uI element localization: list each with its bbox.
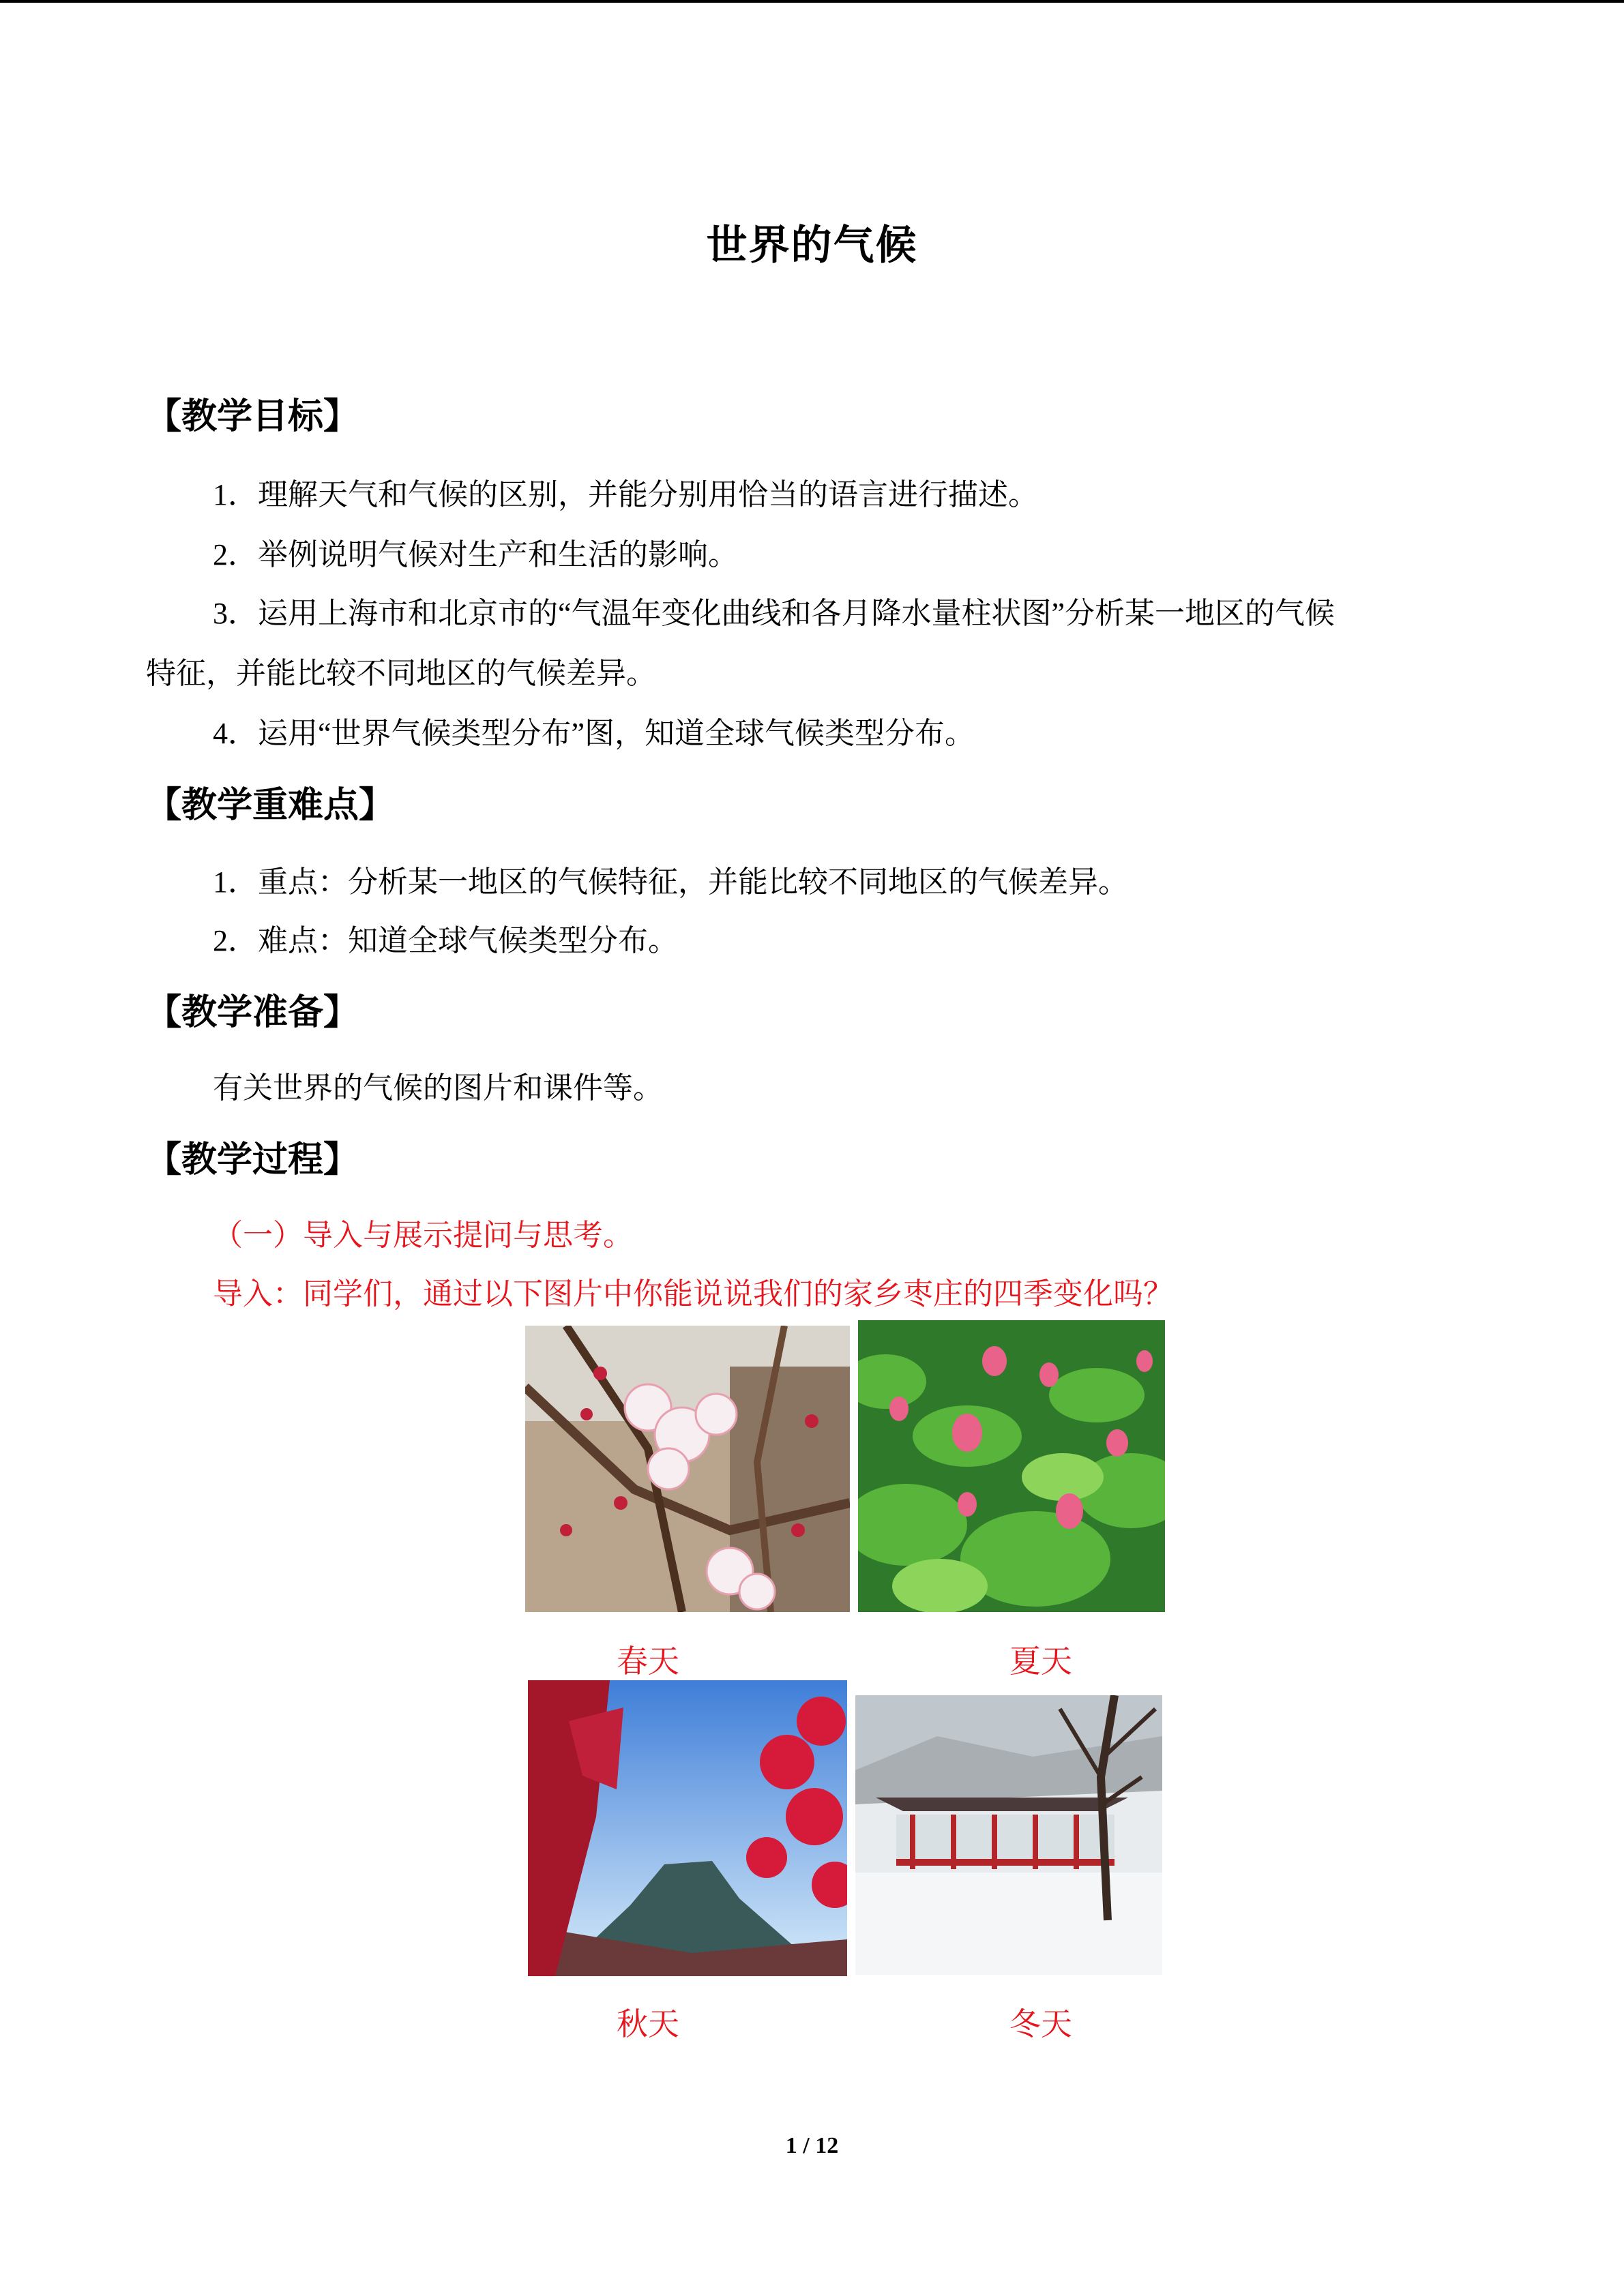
heading-objectives: 【教学目标】 (146, 398, 359, 436)
page-number: 1 / 12 (785, 2133, 839, 2158)
objective-3-cont: 特征，并能比较不同地区的气候差异。 (146, 657, 656, 690)
summer-lotus-photo (858, 1320, 1165, 1612)
caption-spring: 春天 (617, 1644, 679, 1679)
caption-autumn: 秋天 (617, 2007, 679, 2042)
objective-2: 2．举例说明气候对生产和生活的影响。 (213, 538, 738, 571)
objective-4: 4．运用“世界气候类型分布”图，知道全球气候类型分布。 (213, 717, 975, 750)
process-step-1: （一）导入与展示提问与思考。 (213, 1219, 633, 1252)
process-intro: 导入：同学们，通过以下图片中你能说说我们的家乡枣庄的四季变化吗？ (213, 1277, 1173, 1311)
caption-winter: 冬天 (1009, 2007, 1072, 2042)
spring-blossom-photo (525, 1326, 850, 1612)
winter-snow-pavilion-photo (855, 1695, 1162, 1975)
heading-preparation: 【教学准备】 (146, 994, 359, 1032)
preparation-text: 有关世界的气候的图片和课件等。 (213, 1071, 663, 1105)
keypoint-2: 2．难点：知道全球气候类型分布。 (213, 924, 678, 957)
heading-keypoints: 【教学重难点】 (146, 786, 395, 825)
caption-summer: 夏天 (1009, 1644, 1072, 1679)
top-border (0, 0, 1624, 3)
keypoint-1: 1．重点：分析某一地区的气候特征，并能比较不同地区的气候差异。 (213, 865, 1128, 899)
heading-process: 【教学过程】 (146, 1141, 359, 1180)
autumn-mountain-photo (528, 1680, 847, 1976)
page-title: 世界的气候 (706, 223, 918, 268)
objective-1: 1．理解天气和气候的区别，并能分别用恰当的语言进行描述。 (213, 478, 1038, 511)
objective-3: 3．运用上海市和北京市的“气温年变化曲线和各月降水量柱状图”分析某一地区的气候 (213, 597, 1335, 630)
